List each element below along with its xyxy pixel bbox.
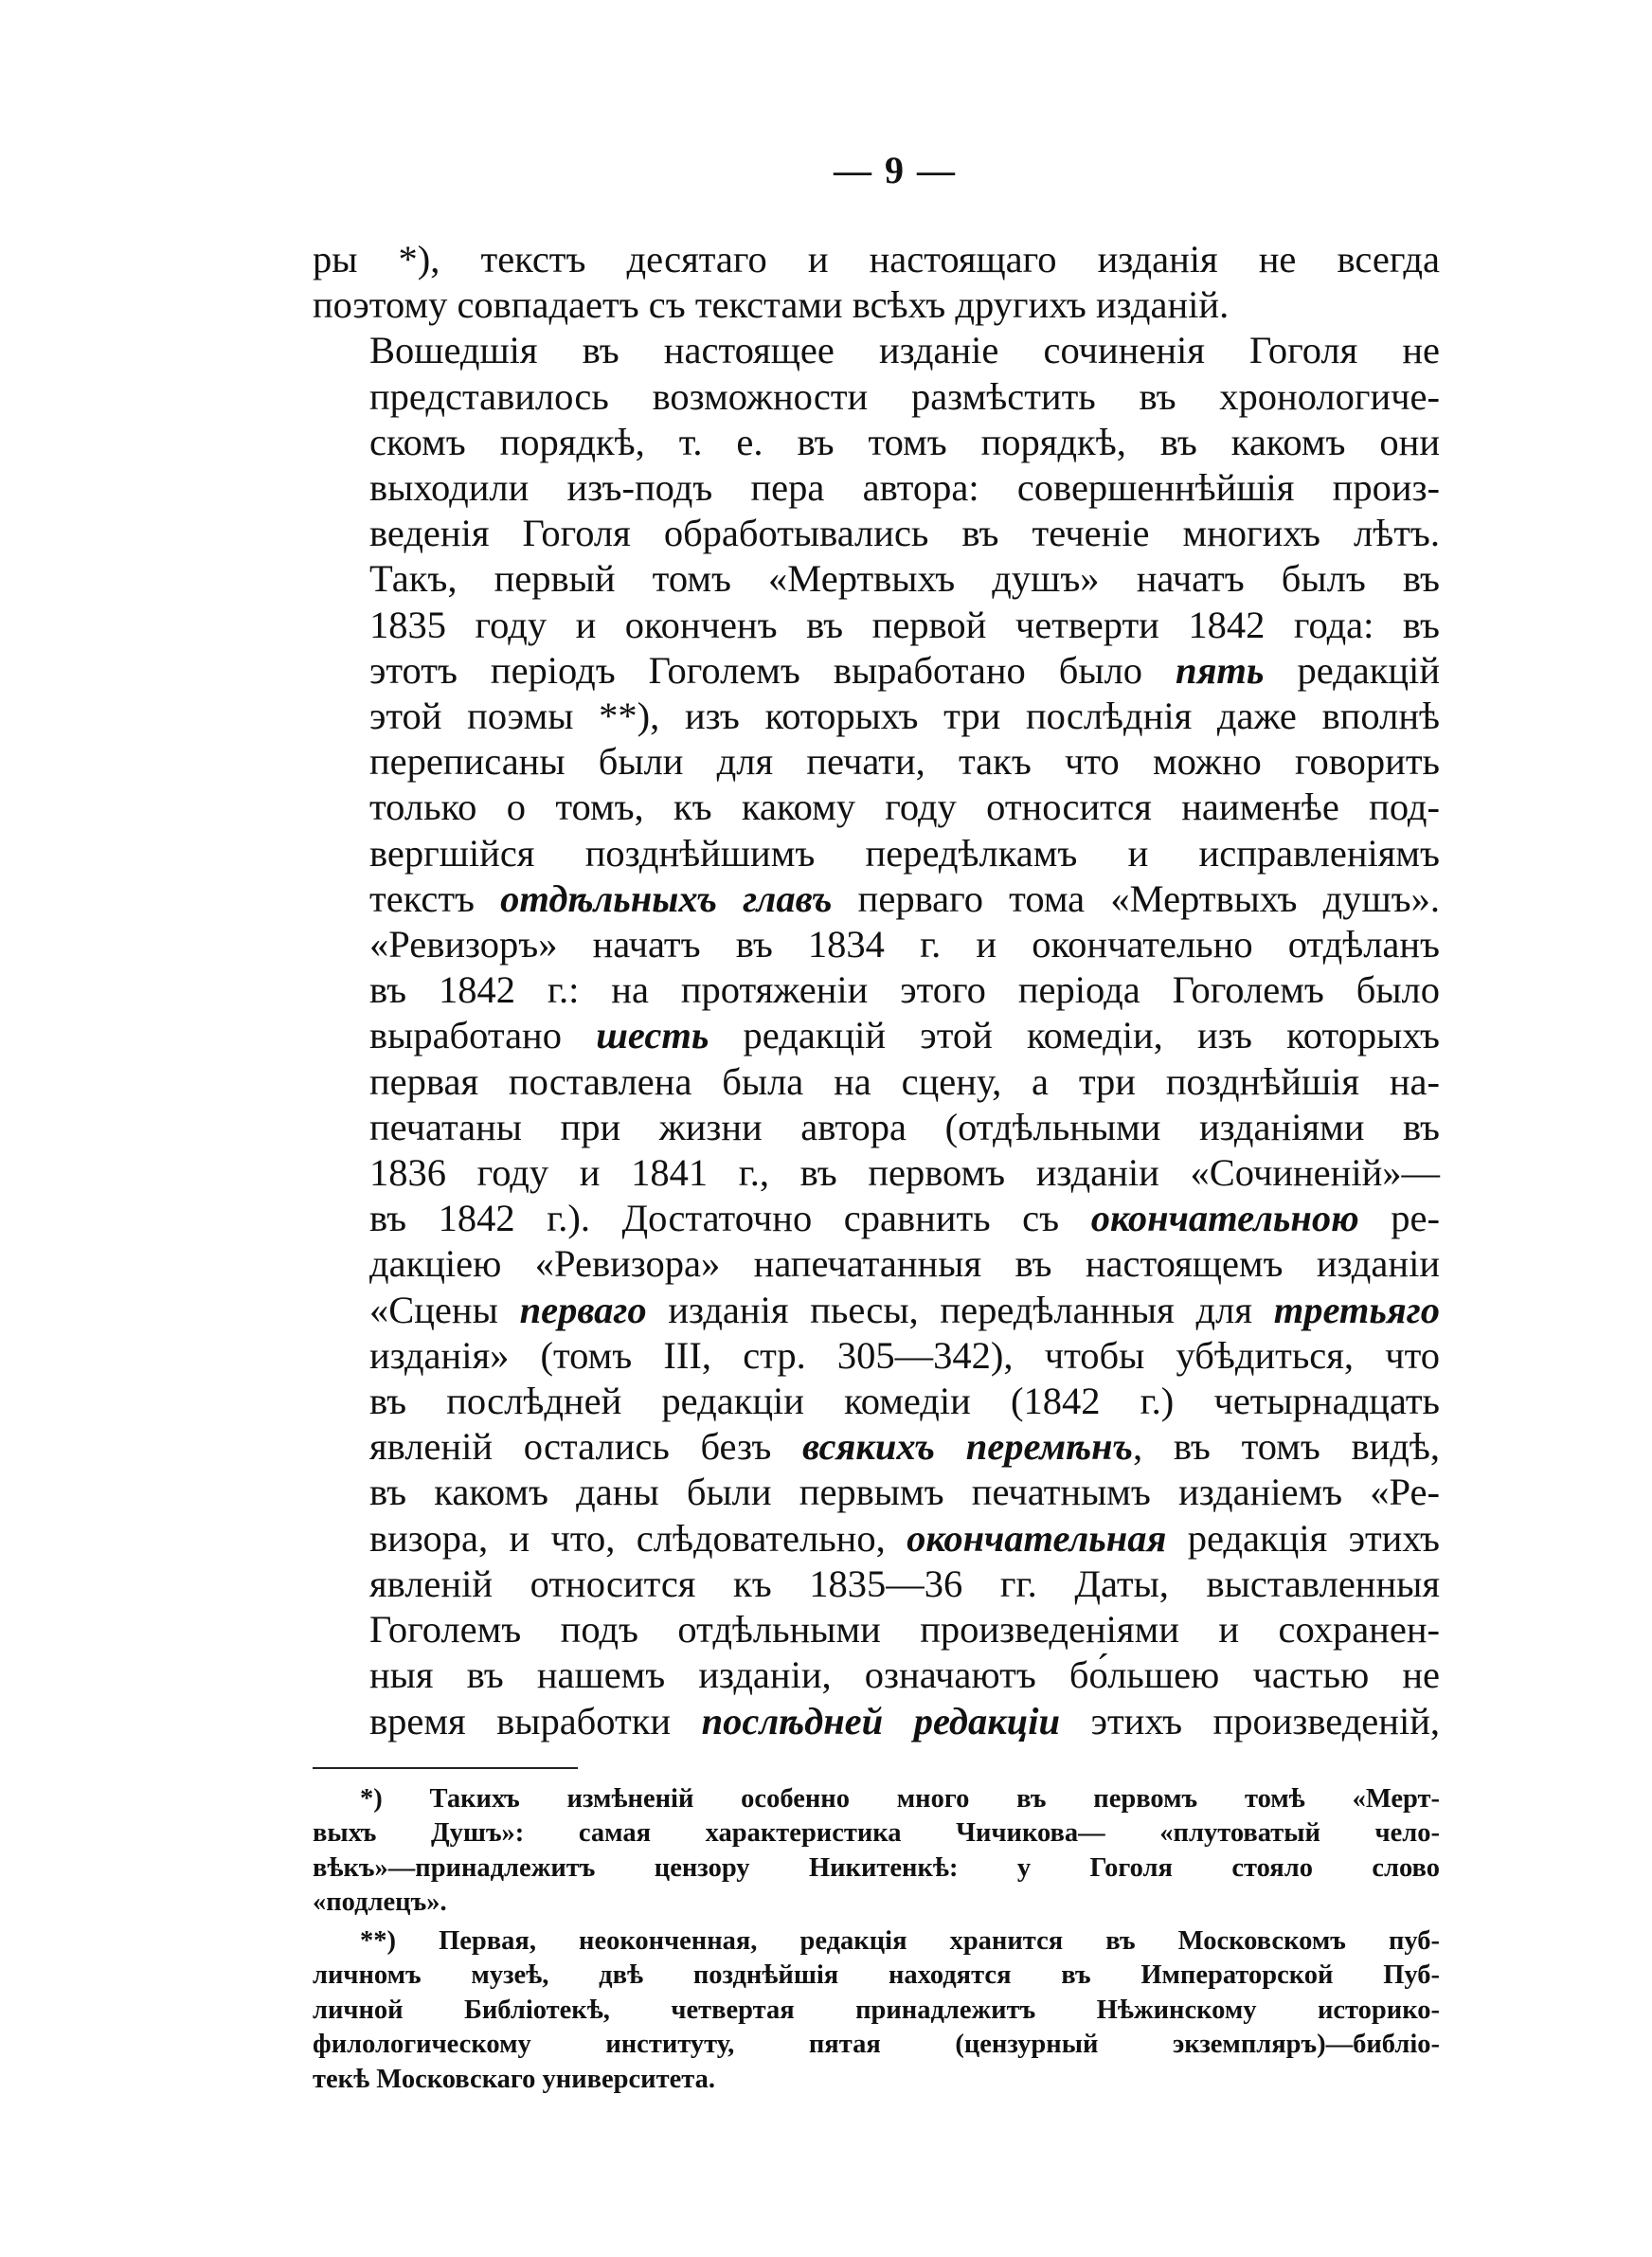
- text-segment: текстъ: [369, 876, 501, 920]
- text-line: [313, 1196, 1440, 1241]
- text-line: скомъ порядкѣ, т. е. въ томъ порядкѣ, въ какомъ они: [369, 420, 1440, 463]
- footnote-line: выхъ Душъ»: самая характеристика Чичикова— «плутоватый чело-: [313, 1818, 1440, 1849]
- text-line: Гоголемъ подъ отдѣльными произведеніями и сохранен-: [369, 1608, 1440, 1652]
- page-content: [313, 142, 1440, 2101]
- text-line: въ послѣдней редакціи комедіи (1842 г.) четырнадцать: [369, 1380, 1440, 1423]
- footnote-divider: [313, 1767, 578, 1769]
- text-line: Вошедшія въ настоящее изданіе сочиненія Гоголя не: [369, 329, 1440, 372]
- text-segment: редакцій этой комедіи, изъ которыхъ: [709, 1014, 1440, 1057]
- text-segment: въ 1842 г.). Достаточно сравнить съ: [369, 1197, 1091, 1240]
- text-line: первая поставлена была на сцену, а три позднѣйшія на-: [369, 1059, 1440, 1103]
- footnote-line: *) Такихъ измѣненій особенно много въ первомъ томѣ «Мерт-: [360, 1783, 1440, 1814]
- text-line: только о томъ, къ какому году относится наименѣе под-: [369, 785, 1440, 829]
- text-segment: изданія пьесы, передѣланныя для: [646, 1288, 1274, 1331]
- text-line: [313, 1424, 1440, 1470]
- text-line: дакціею «Ревизора» напечатанныя въ настоящемъ изданіи: [369, 1242, 1440, 1286]
- emphasized-word: третьяго: [1273, 1288, 1440, 1331]
- paragraph-2: [313, 328, 1440, 1743]
- footnote-line: личномъ музеѣ, двѣ позднѣйшія находятся въ Императорской Пуб-: [313, 1960, 1440, 1991]
- text-segment: перваго тома «Мертвыхъ душъ».: [832, 876, 1440, 920]
- footnote-line: филологическому институту, пятая (цензурный экземпляръ)—библіо-: [313, 2030, 1440, 2060]
- emphasized-word: перваго: [519, 1288, 647, 1331]
- footnote-1: [313, 1782, 1440, 1921]
- text-segment: время выработки: [369, 1699, 702, 1742]
- text-segment: ре-: [1358, 1197, 1440, 1240]
- text-line: [313, 1699, 1440, 1744]
- text-line: выходили изъ-подъ пера автора: совершеннѣйшія произ-: [369, 466, 1440, 510]
- text-line: 1836 году и 1841 г., въ первомъ изданіи «Сочиненій»—: [369, 1151, 1440, 1195]
- text-segment: , въ томъ видѣ,: [1133, 1425, 1440, 1469]
- main-text: [313, 237, 1440, 1744]
- text-segment: выработано: [369, 1014, 597, 1057]
- text-line: веденія Гоголя обработывались въ теченіе многихъ лѣтъ.: [369, 512, 1440, 555]
- text-line: [313, 1516, 1440, 1562]
- text-line: изданія» (томъ III, стр. 305—342), чтобы убѣдиться, что: [369, 1333, 1440, 1377]
- text-segment: «Сцены: [369, 1288, 520, 1331]
- footnote-line: личной Библіотекѣ, четвертая принадлежитъ Нѣжинскому историко-: [313, 1995, 1440, 2025]
- text-segment: этотъ періодъ Гоголемъ выработано было: [369, 648, 1176, 692]
- text-segment: редакція этихъ: [1166, 1516, 1440, 1560]
- emphasized-word: окончательною: [1090, 1197, 1359, 1240]
- text-line: [313, 1013, 1440, 1058]
- text-line: ныя въ нашемъ изданіи, означаютъ бо́льшею частью не: [369, 1653, 1440, 1697]
- text-line: переписаны были для печати, такъ что можно говорить: [369, 740, 1440, 784]
- emphasized-word: окончательная: [907, 1516, 1167, 1560]
- footnote-line: **) Первая, неоконченная, редакція хранится въ Московскомъ пуб-: [360, 1925, 1440, 1956]
- emphasized-word: шесть: [596, 1014, 709, 1057]
- footnote-line: текѣ Московскаго университета.: [313, 2064, 715, 2094]
- footnote-2: [313, 1924, 1440, 2098]
- footnote-line: «подлецъ».: [313, 1887, 447, 1918]
- page-number: — 9 —: [834, 149, 957, 191]
- emphasized-word: пять: [1176, 648, 1265, 692]
- text-line: [313, 1288, 1440, 1333]
- text-line: Такъ, первый томъ «Мертвыхъ душъ» начатъ былъ въ: [369, 557, 1440, 601]
- text-line: явленій относится къ 1835—36 гг. Даты, выставленныя: [369, 1562, 1440, 1605]
- emphasized-word: всякихъ перемѣнъ: [801, 1425, 1133, 1469]
- text-line: ры *), текстъ десятаго и настоящаго изданія не всегда: [313, 238, 1440, 280]
- text-line: представилось возможности размѣстить въ хронологиче-: [369, 374, 1440, 418]
- text-line: «Ревизоръ» начатъ въ 1834 г. и окончательно отдѣланъ: [369, 923, 1440, 966]
- text-line: въ 1842 г.: на протяженіи этого періода Гоголемъ было: [369, 968, 1440, 1012]
- text-line: [313, 648, 1440, 694]
- footnote-line: вѣкъ»—принадлежитъ цензору Никитенкѣ: у Гоголя стояло слово: [313, 1852, 1440, 1883]
- text-segment: редакцій: [1264, 648, 1440, 692]
- text-segment: явленій остались безъ: [369, 1425, 802, 1469]
- text-segment: этихъ произведеній,: [1060, 1699, 1440, 1742]
- text-segment: визора, и что, слѣдовательно,: [369, 1516, 907, 1560]
- footnotes: [313, 1782, 1440, 2098]
- emphasized-word: послѣдней редакціи: [701, 1699, 1061, 1742]
- text-line: вергшійся позднѣйшимъ передѣлкамъ и исправленіямъ: [369, 831, 1440, 875]
- text-line: въ какомъ даны были первымъ печатнымъ изданіемъ «Ре-: [369, 1471, 1440, 1514]
- text-line: печатаны при жизни автора (отдѣльными изданіями въ: [369, 1105, 1440, 1148]
- emphasized-word: отдѣльныхъ главъ: [500, 876, 833, 920]
- paragraph-1: [313, 237, 1440, 328]
- text-line: поэтому совпадаетъ съ текстами всѣхъ другихъ изданій.: [313, 283, 1230, 327]
- text-line: [313, 876, 1440, 922]
- text-line: этой поэмы **), изъ которыхъ три послѣднія даже вполнѣ: [369, 695, 1440, 738]
- text-line: 1835 году и оконченъ въ первой четверти 1842 года: въ: [369, 603, 1440, 646]
